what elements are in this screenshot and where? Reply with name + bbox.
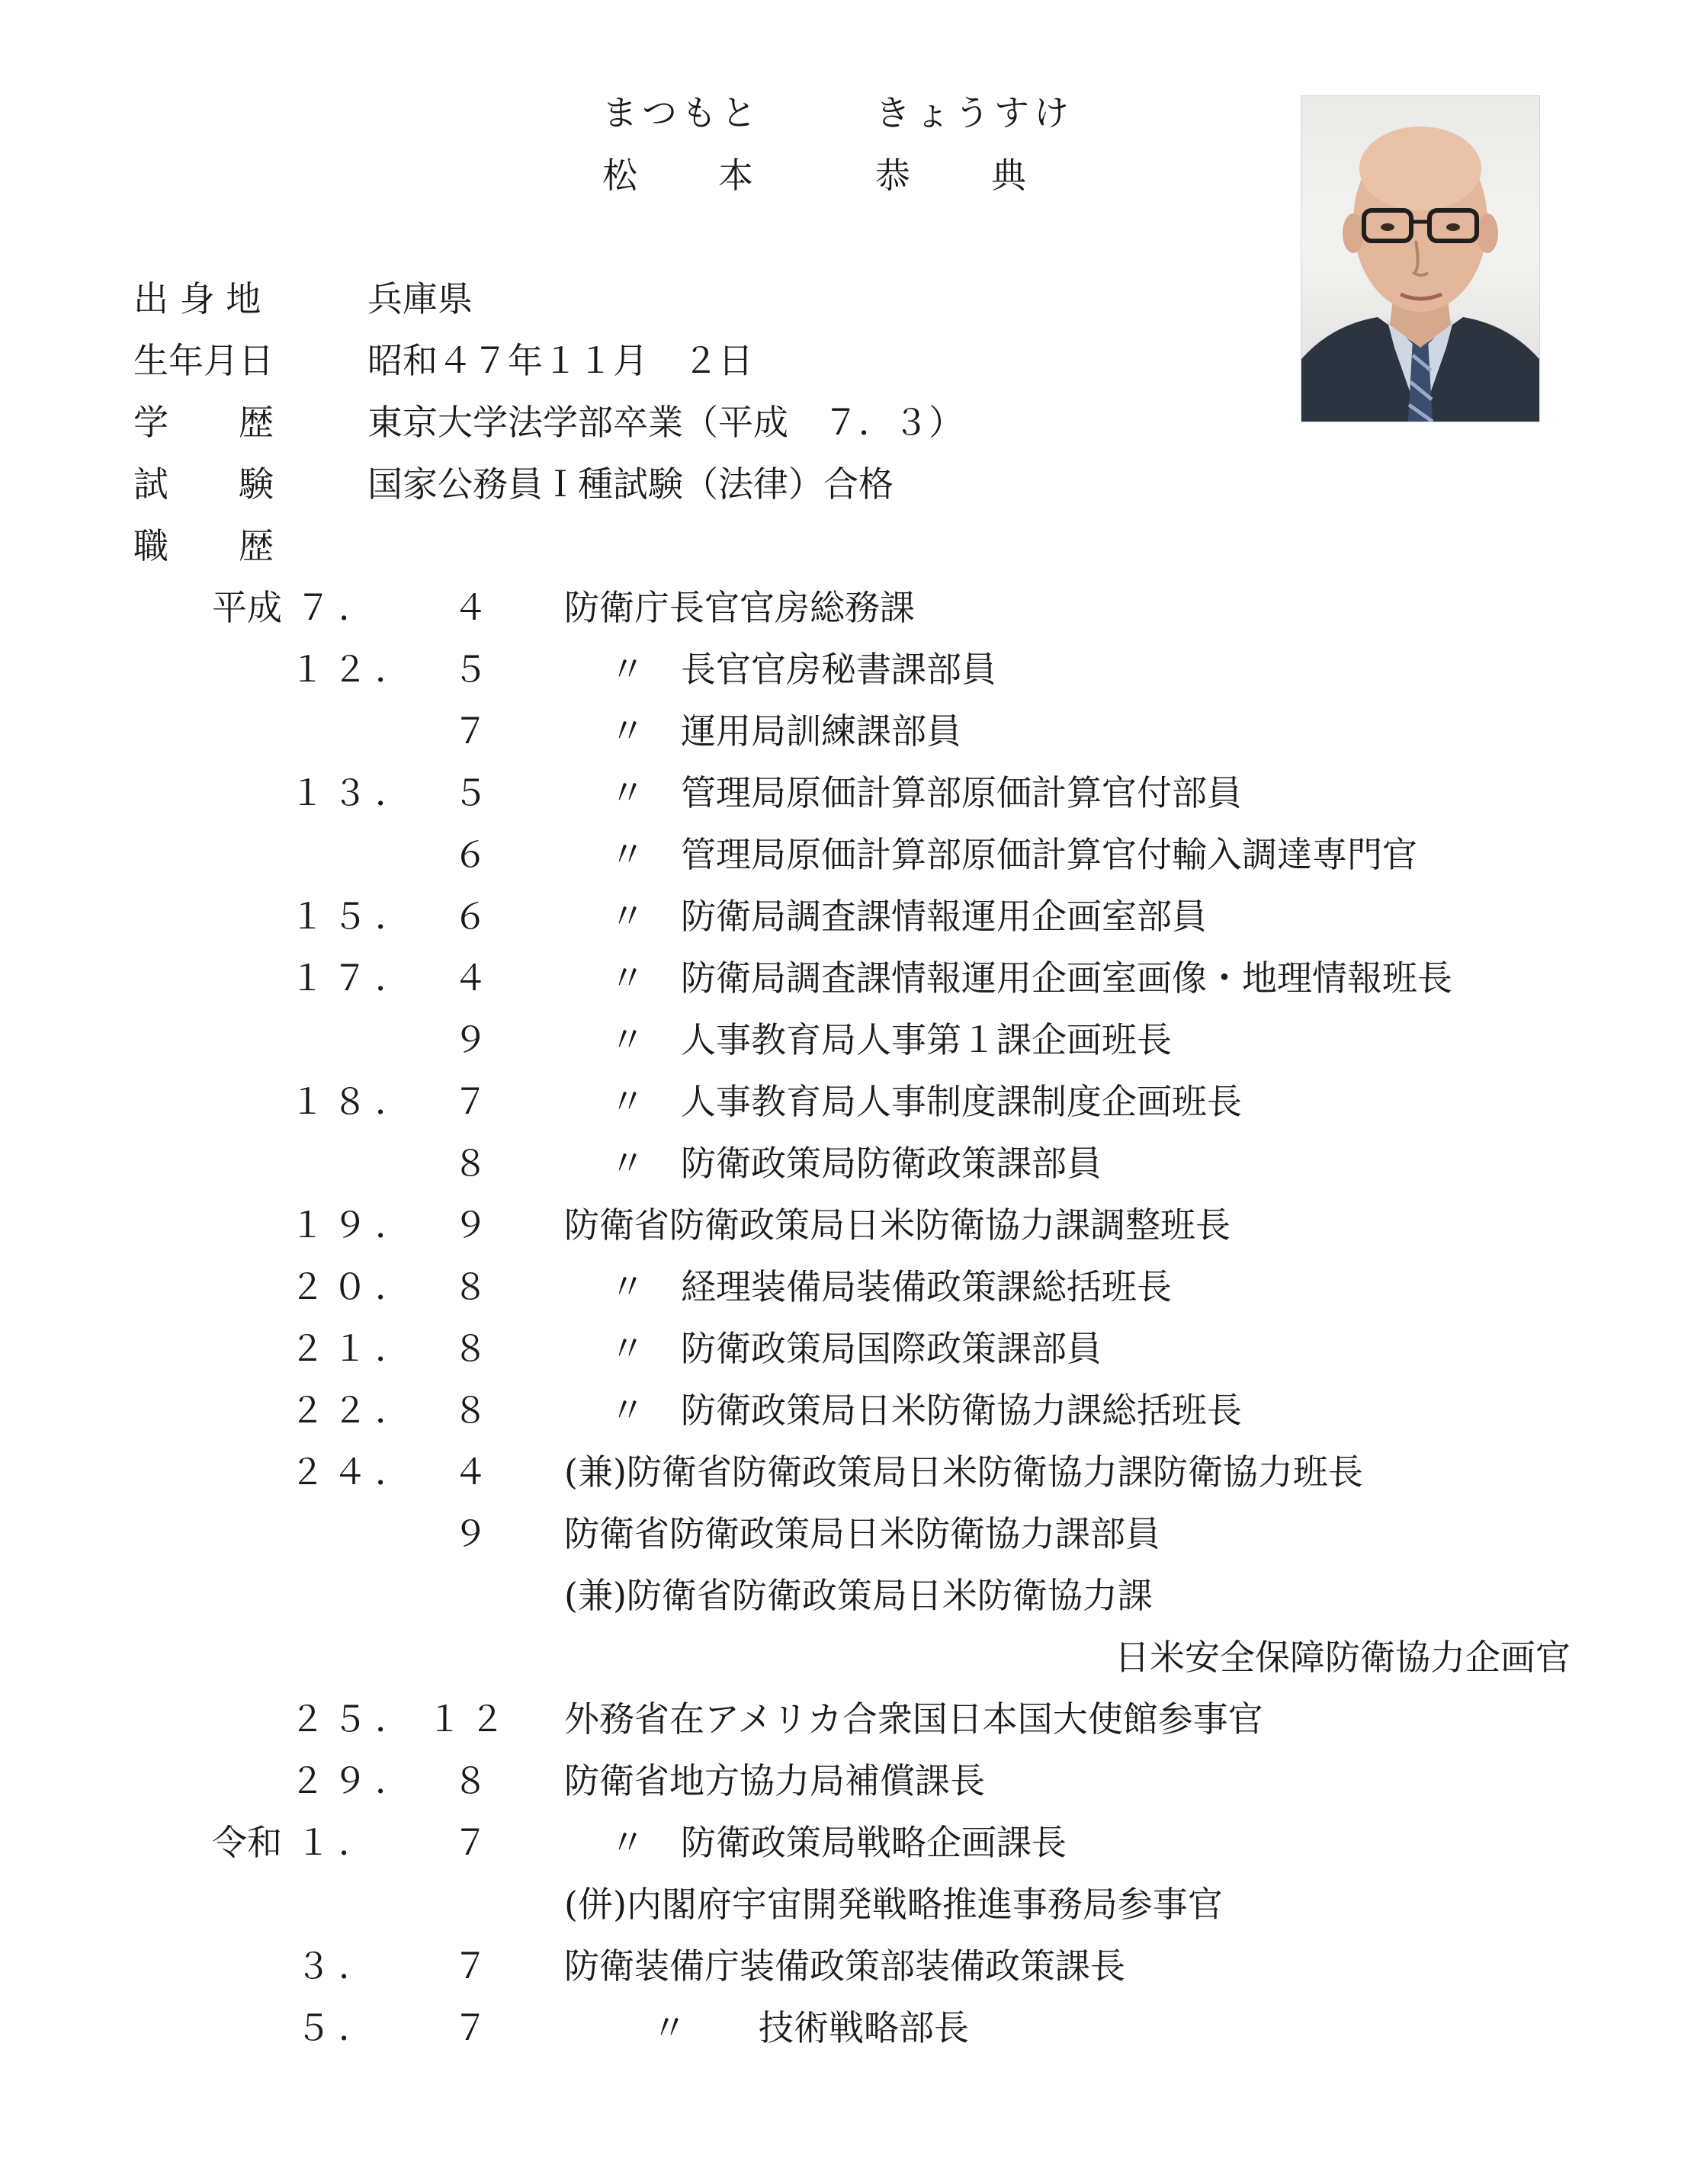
ditto-mark: 〃: [652, 2007, 687, 2048]
career-text: 防衛政策局日米防衛協力課総括班長: [681, 1390, 1242, 1431]
career-text: (兼)防衛省防衛政策局日米防衛協力課: [564, 1575, 1153, 1616]
career-year: １３．: [290, 772, 418, 813]
career-text: 外務省在アメリカ合衆国日本国大使館参事官: [564, 1698, 1263, 1740]
career-text: 管理局原価計算部原価計算官付輸入調達専門官: [681, 834, 1417, 875]
career-era: 令和: [212, 1822, 282, 1863]
ditto-mark: 〃: [610, 1019, 645, 1060]
career-month: ８: [453, 1390, 496, 1431]
name-kanji-family: 松 本: [602, 155, 776, 196]
career-month: ７: [453, 1945, 496, 1987]
career-text: 人事教育局人事第１課企画班長: [681, 1019, 1172, 1060]
career-year: １５．: [290, 896, 418, 937]
career-text: 防衛省防衛政策局日米防衛協力課調整班長: [564, 1204, 1231, 1246]
career-month: ６: [453, 834, 496, 875]
career-month: ４: [453, 1451, 496, 1493]
career-year: １．: [296, 1822, 381, 1863]
career-text: 技術戦略部長: [759, 2007, 969, 2048]
ditto-mark: 〃: [610, 649, 645, 690]
ditto-mark: 〃: [610, 1822, 645, 1863]
career-era: 平成: [212, 587, 282, 628]
career-month: ５: [453, 772, 496, 813]
ditto-mark: 〃: [610, 896, 645, 937]
career-text: 日米安全保障防衛協力企画官: [1115, 1637, 1571, 1678]
career-year: １９．: [290, 1204, 418, 1246]
career-text: 長官官房秘書課部員: [681, 649, 996, 690]
ditto-mark: 〃: [610, 1266, 645, 1307]
ditto-mark: 〃: [610, 1390, 645, 1431]
career-text: 防衛装備庁装備政策部装備政策課長: [564, 1945, 1125, 1987]
career-text: (併)内閣府宇宙開発戦略推進事務局参事官: [564, 1884, 1223, 1925]
career-year: ２１．: [290, 1328, 418, 1369]
career-text: 防衛政策局戦略企画課長: [681, 1822, 1067, 1863]
profile-label: 生年月日: [133, 340, 274, 381]
career-text: 防衛庁長官官房総務課: [564, 587, 915, 628]
ditto-mark: 〃: [610, 1328, 645, 1369]
profile-value: 昭和４７年１１月 ２日: [367, 340, 753, 381]
career-year: ３．: [296, 1945, 381, 1987]
ditto-mark: 〃: [610, 834, 645, 875]
career-year: ２４．: [290, 1451, 418, 1493]
career-year: １８．: [290, 1081, 418, 1122]
career-year: ２９．: [290, 1760, 418, 1801]
career-month: ７: [453, 2007, 496, 2048]
ditto-mark: 〃: [610, 957, 645, 999]
career-text: 防衛政策局防衛政策課部員: [681, 1143, 1102, 1184]
profile-label: 職 歴: [133, 525, 274, 566]
name-kana-family: まつもと: [602, 92, 761, 133]
career-month: ７: [453, 1822, 496, 1863]
career-year: １２．: [290, 649, 418, 690]
career-year: ５．: [296, 2007, 381, 2048]
career-year: ７．: [296, 587, 381, 628]
career-month: ５: [453, 649, 496, 690]
profile-label: 出 身 地: [133, 278, 262, 319]
ditto-mark: 〃: [610, 1081, 645, 1122]
ditto-mark: 〃: [610, 1143, 645, 1184]
career-text: 運用局訓練課部員: [681, 710, 961, 752]
career-text: 経理装備局装備政策課総括班長: [681, 1266, 1172, 1307]
career-month: ８: [453, 1760, 496, 1801]
career-text: 管理局原価計算部原価計算官付部員: [681, 772, 1242, 813]
profile-value: 国家公務員Ｉ種試験（法律）合格: [367, 463, 894, 505]
career-month: ７: [453, 1081, 496, 1122]
career-month: ６: [453, 896, 496, 937]
profile-value: 東京大学法学部卒業（平成 ７．３）: [367, 402, 964, 443]
career-text: 防衛省地方協力局補償課長: [564, 1760, 985, 1801]
career-month: ９: [453, 1204, 496, 1246]
career-text: 人事教育局人事制度課制度企画班長: [681, 1081, 1242, 1122]
career-month: ９: [453, 1513, 496, 1554]
career-month: ４: [453, 957, 496, 999]
career-month: ８: [453, 1143, 496, 1184]
portrait-photo: [1301, 95, 1540, 422]
career-text: 防衛局調査課情報運用企画室部員: [681, 896, 1207, 937]
ditto-mark: 〃: [610, 710, 645, 752]
career-text: 防衛省防衛政策局日米防衛協力課部員: [564, 1513, 1160, 1554]
career-month: ８: [453, 1266, 496, 1307]
profile-label: 試 験: [133, 463, 274, 505]
name-kana-given: きょうすけ: [875, 92, 1073, 133]
name-kanji-given: 恭 典: [875, 155, 1049, 196]
career-month: ８: [453, 1328, 496, 1369]
profile-value: 兵庫県: [367, 278, 473, 319]
career-year: １７．: [290, 957, 418, 999]
career-text: 防衛局調査課情報運用企画室画像・地理情報班長: [681, 957, 1452, 999]
career-month: １２: [427, 1698, 512, 1740]
career-text: 防衛政策局国際政策課部員: [681, 1328, 1102, 1369]
career-month: ４: [453, 587, 496, 628]
career-year: ２５．: [290, 1698, 418, 1740]
career-month: ７: [453, 710, 496, 752]
career-text: (兼)防衛省防衛政策局日米防衛協力課防衛協力班長: [564, 1451, 1363, 1493]
career-year: ２２．: [290, 1390, 418, 1431]
ditto-mark: 〃: [610, 772, 645, 813]
career-month: ９: [453, 1019, 496, 1060]
career-year: ２０．: [290, 1266, 418, 1307]
profile-label: 学 歴: [133, 402, 274, 443]
